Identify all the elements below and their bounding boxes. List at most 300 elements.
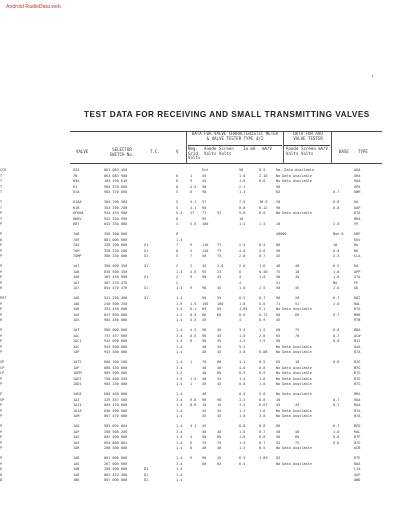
table-cell: 064 083 900 (104, 173, 128, 178)
table-cell: 1.8 (239, 435, 246, 440)
table-cell: T (0, 179, 3, 184)
table-cell: 2.0 (239, 264, 246, 268)
table-cell: 75 (217, 440, 222, 445)
table-cell: 267 000 000 (104, 461, 128, 466)
table-row (0, 446, 400, 451)
site-label: Android RadioData.web (6, 4, 61, 10)
table-cell: P (0, 232, 3, 236)
table-cell: 1AB (73, 467, 80, 472)
table-cell: P (0, 243, 3, 248)
table-cell: 4.8 (259, 248, 266, 253)
table-cell: 3.0 (259, 414, 266, 419)
table-cell: 1.2 (239, 339, 246, 344)
table-cell: P (0, 414, 3, 419)
table-cell: H (0, 286, 3, 291)
table-cell: D (0, 472, 3, 477)
table-cell: B7G (354, 382, 361, 387)
table-cell: 0.8 (333, 205, 340, 210)
table-cell: 80 (276, 424, 281, 428)
table-cell: LLA (354, 254, 361, 259)
table-cell: B7A (354, 307, 361, 312)
table-cell: 6F60A (73, 211, 84, 216)
table-cell: P (0, 339, 3, 344)
table-cell: 45 (217, 382, 222, 387)
table-cell: 6 (190, 440, 193, 445)
table-cell: 51 (276, 280, 281, 285)
table-cell: 1AJ (73, 397, 80, 402)
table-row (0, 313, 400, 318)
table-cell: T (0, 205, 3, 210)
table-cell: 8 (190, 446, 193, 451)
table-cell: No Data Available (276, 344, 312, 349)
table-cell: 1.6 (259, 264, 266, 268)
table-cell: D1 (144, 472, 149, 477)
table-cell: 8.5 (259, 243, 266, 248)
table-cell: 6.5 (239, 461, 246, 466)
table-cell: 10.9 (259, 200, 268, 204)
table-cell: 1AR (73, 446, 80, 451)
table-cell: 60 (217, 312, 222, 317)
table-cell: 0.5 (333, 264, 340, 268)
table-row (0, 200, 400, 205)
table-cell: 90 (276, 435, 281, 440)
table-cell: 40 (202, 446, 207, 451)
table-cell: A7A (354, 275, 361, 280)
table-cell: 9 (190, 456, 193, 460)
table-cell: 1.8 (239, 333, 246, 338)
table-row (0, 249, 400, 254)
table-cell: 904 250 000 (104, 382, 128, 387)
table-cell: 4.1 (190, 205, 197, 210)
table-cell: 6 (190, 190, 193, 195)
table-cell: 6B7 (73, 222, 80, 227)
table-row (0, 403, 400, 408)
table-cell: 1.0 (259, 382, 266, 387)
table-cell: 1.4 (176, 350, 183, 355)
table-cell: 6D6V (73, 216, 82, 221)
table-cell: 2 (190, 264, 193, 268)
table-cell: G1 (144, 296, 149, 300)
table-cell: 70 (295, 333, 300, 338)
table-cell: 2.5 (259, 286, 266, 291)
table-row (0, 377, 400, 382)
table-cell: P (0, 435, 3, 440)
table-cell: 60 (217, 371, 222, 376)
table-cell: 1 (190, 173, 193, 178)
table-cell: 0.7 (333, 333, 340, 338)
table-cell: 9.8 (190, 397, 197, 402)
table-cell: 4.5 (190, 328, 197, 332)
table-cell: 0.9 (259, 318, 266, 323)
table-cell: 1APJ (73, 376, 82, 381)
table-row (0, 334, 400, 339)
table-cell: 001 000 000 (104, 456, 128, 460)
table-cell: AND (354, 478, 361, 483)
table-cell: 905 500 500 (104, 371, 128, 376)
table-cell: 3.4 (239, 328, 246, 332)
table-cell: 1.09 (259, 456, 268, 460)
table-row (0, 217, 400, 222)
table-cell: CCR (0, 168, 7, 172)
table-cell: 2 (176, 280, 179, 285)
table-cell: No Data Available (276, 461, 312, 466)
table-cell: 0.8 (333, 200, 340, 204)
table-cell: AD (354, 286, 359, 291)
table-cell: Non A (333, 232, 344, 236)
header-divider (331, 131, 332, 163)
table-cell: 1.9 (176, 301, 183, 306)
table-cell: 1.5 (259, 328, 266, 332)
table-cell: 10 (276, 397, 281, 402)
table-cell: 1AJA (73, 408, 82, 413)
table-cell: 1.0 (259, 376, 266, 381)
table-cell: 45 (276, 403, 281, 408)
table-cell: UAP (354, 205, 361, 210)
table-cell: 4 (239, 318, 242, 323)
table-cell: 20 (295, 296, 300, 300)
table-cell: 8.6 (259, 179, 266, 184)
table-cell: 77 (202, 211, 207, 216)
table-cell: 45 (202, 424, 207, 428)
table-row (0, 281, 400, 286)
table-cell: RA (354, 264, 359, 268)
table-cell: 2.0 (217, 264, 224, 268)
table-cell: 0.8 (333, 328, 340, 332)
table-cell: P (0, 269, 3, 274)
table-cell: 8 (176, 232, 179, 236)
table-cell: 8.5 (190, 312, 197, 317)
table-cell: 002 500 000 (104, 435, 128, 440)
table-row (0, 243, 400, 248)
table-cell: 1APM (73, 371, 82, 376)
table-cell: P (0, 403, 3, 408)
table-cell: 1.4 (239, 222, 246, 227)
table-cell: 90 (202, 205, 207, 210)
table-cell: 1.2 (176, 371, 183, 376)
table-cell: 1A7 (73, 280, 80, 285)
table-cell: 1.4 (176, 424, 183, 428)
table-cell: 90 (217, 397, 222, 402)
table-cell: 33 (217, 376, 222, 381)
table-cell: 5.3 (176, 211, 183, 216)
table-cell: 61AA (73, 200, 82, 204)
table-cell: No (333, 280, 338, 285)
table-row (0, 174, 400, 179)
table-cell: T (0, 184, 3, 189)
table-row (0, 286, 400, 291)
table-cell: 1.4 (176, 456, 183, 460)
table-cell: 6 (176, 248, 179, 253)
header-type: TYPE (358, 149, 368, 154)
table-cell: 0.67 (259, 403, 268, 408)
table-cell: 1.5 (333, 222, 340, 227)
table-row (0, 328, 400, 333)
table-cell: 1AS (73, 461, 80, 466)
table-cell: 1.4 (176, 307, 183, 312)
table-cell: B7P (354, 435, 361, 440)
table-cell: 90 (202, 286, 207, 291)
table-cell: 8.1 (190, 307, 197, 312)
table-cell: 1AP (73, 350, 80, 355)
table-row (0, 296, 400, 301)
table-cell: UWH (354, 190, 361, 195)
table-cell: 0.50 (259, 269, 268, 274)
table-cell: ACW (354, 333, 361, 338)
table-cell: 7A9 (73, 237, 80, 242)
table-cell: 1 (190, 360, 193, 364)
table-row (0, 339, 400, 344)
table-cell: B7G (354, 365, 361, 370)
table-cell: 350 200 000 (104, 243, 128, 248)
table-row (0, 232, 400, 237)
table-cell: RA (354, 248, 359, 253)
header-selector: SELECTOR SWITCH No. (109, 147, 135, 157)
table-cell: 0.7 (333, 312, 340, 317)
table-cell: 60 (276, 328, 281, 332)
table-cell: 5.5 (239, 344, 246, 349)
table-cell: UPA (354, 184, 361, 189)
table-cell: 9 (190, 243, 193, 248)
table-cell: 054 470 470 (104, 286, 128, 291)
table-cell: P (0, 424, 3, 428)
table-cell: 95 (202, 269, 207, 274)
table-cell: No Data Available (276, 392, 312, 396)
table-cell: 45 (217, 333, 222, 338)
table-cell: 45 (202, 382, 207, 387)
table-cell: 9 (190, 286, 193, 291)
table-cell: 90 (202, 275, 207, 280)
header-group2: DATA FOR AVO VALVE TESTER (293, 131, 323, 141)
table-cell: 6 (176, 184, 179, 189)
table-cell: 2 (176, 275, 179, 280)
table-cell: 1.4 (176, 237, 183, 242)
table-cell: 1.0 (239, 173, 246, 178)
table-cell: 0.5 (259, 446, 266, 451)
table-cell: 45 (202, 318, 207, 323)
table-cell: CP (0, 371, 5, 376)
table-cell: 5 (176, 200, 179, 204)
table-cell: 5 (190, 248, 193, 253)
table-cell: 0.6 (333, 440, 340, 445)
table-cell: 2.3 (333, 254, 340, 259)
header-screen: Screen Volts (219, 146, 234, 156)
table-cell: 1.4 (176, 440, 183, 445)
table-cell: 6Z4 (73, 168, 80, 172)
table-cell: Ra. Data Available (276, 168, 314, 172)
table-cell: 95 (202, 216, 207, 221)
table-cell: 40 (217, 429, 222, 434)
table-cell: 1.4 (176, 446, 183, 451)
header-divider (186, 131, 187, 163)
table-cell: No Data Available (276, 382, 312, 387)
table-cell: 7AM (73, 248, 80, 253)
table-cell: 208 500 000 (104, 446, 128, 451)
table-cell: 1.4 (176, 472, 183, 477)
table-cell: 5.6 (239, 211, 246, 216)
table-cell: 905 094 004 (104, 424, 128, 428)
table-cell: No Data Available (276, 371, 312, 376)
table-cell: 5.1 (259, 307, 266, 312)
table-row (0, 318, 400, 323)
table-cell: 350 400 350 (104, 264, 128, 268)
table-cell: P (0, 429, 3, 434)
table-cell: 0.8 (333, 339, 340, 344)
table-cell: 943 500 000 (104, 350, 128, 355)
table-cell: 2.0 (259, 333, 266, 338)
table-cell: 1AS (73, 312, 80, 317)
table-cell: 1AD1 (73, 382, 82, 387)
table-cell: 1.2 (239, 408, 246, 413)
table-cell: B7A (354, 408, 361, 413)
table-cell: 304 700 984 (104, 200, 128, 204)
table-cell: 1.4 (176, 286, 183, 291)
table-cell: 40000 (276, 232, 287, 236)
table-cell: 3.8 (239, 350, 246, 355)
table-cell: 40 (295, 264, 300, 268)
table-cell: 6 (176, 179, 179, 184)
table-cell: KB2 (354, 296, 361, 300)
table-cell: 0.08 (259, 350, 268, 355)
table-cell: 40 (202, 365, 207, 370)
table-cell: G1 (144, 243, 149, 248)
table-row (0, 238, 400, 243)
table-cell: 60 (276, 312, 281, 317)
table-cell: P (0, 440, 3, 445)
table-cell: 7AMP (73, 254, 82, 259)
table-row (0, 350, 400, 355)
table-cell: 541 250 400 (104, 296, 128, 300)
table-row (0, 307, 400, 312)
table-cell: 45 (217, 408, 222, 413)
table-row (0, 392, 400, 397)
table-row (0, 254, 400, 259)
table-cell: 9 (190, 179, 193, 184)
table-cell: 90 (202, 435, 207, 440)
table-cell: 350 130 200 (104, 248, 128, 253)
table-cell: 1.8 (239, 301, 246, 306)
table-cell: 0.5 (239, 392, 246, 396)
table-row (0, 264, 400, 269)
table-cell: 000 100 200 (104, 360, 128, 364)
table-cell: 8.8 (239, 424, 246, 428)
table-cell: ASP (354, 472, 361, 477)
table-cell: 1.0 (239, 286, 246, 291)
table-cell: B7G (354, 376, 361, 381)
table-cell: 40 (202, 371, 207, 376)
table-cell: 0.8 (239, 382, 246, 387)
table-cell: 0.6 (239, 312, 246, 317)
table-cell: B7A (354, 350, 361, 355)
table-cell: 90 (276, 184, 281, 189)
table-cell: ASA (354, 344, 361, 349)
table-cell: 1AP (73, 365, 80, 370)
table-cell: 0.8 (239, 205, 246, 210)
table-cell: 1.4 (176, 403, 183, 408)
table-cell: 1AD (73, 296, 80, 300)
table-cell: 0.7 (259, 429, 266, 434)
table-cell: 1A6 (73, 275, 80, 280)
table-row (0, 360, 400, 365)
table-cell: 055 800 004 (104, 440, 128, 445)
table-cell: BAA (354, 461, 361, 466)
table-cell: P (0, 350, 3, 355)
table-cell: 4 (190, 435, 193, 440)
table-cell: 7.5 (239, 200, 246, 204)
table-cell: P (0, 275, 3, 280)
table-cell: UHA (354, 173, 361, 178)
table-cell: 45 (217, 275, 222, 280)
table-cell: 09A (73, 179, 80, 184)
table-cell: UDP (354, 232, 361, 236)
table-cell: 1A9 (73, 440, 80, 445)
table-cell: BJG (354, 360, 361, 364)
table-cell: 1.5 (190, 376, 197, 381)
table-cell: 1AC1 (73, 339, 82, 344)
table-cell: 92 (217, 211, 222, 216)
table-cell: 100 (217, 301, 224, 306)
table-cell: 40 (202, 392, 207, 396)
table-cell: 40 (217, 365, 222, 370)
table-cell: 1.4 (176, 344, 183, 349)
table-cell: 40 (202, 429, 207, 434)
table-cell: T (0, 216, 3, 221)
table-cell: No Data Available (276, 376, 312, 381)
table-row (0, 366, 400, 371)
table-cell: No Data Available (276, 408, 312, 413)
table-cell: P (0, 307, 3, 312)
table-cell: 0.8 (259, 397, 266, 402)
table-cell: 1.4 (176, 429, 183, 434)
table-row (0, 462, 400, 467)
table-cell: 5.5 (190, 222, 197, 227)
header-ia: Ia mA (243, 146, 256, 151)
table-cell: 747 457 000 (104, 333, 128, 338)
table-cell: 942 350 990 (104, 216, 128, 221)
page-title: TEST DATA FOR RECEIVING AND SMALL TRANSMITTING VALVES (84, 110, 370, 119)
table-cell: BDA (354, 328, 361, 332)
table-cell: 1AD (73, 301, 80, 306)
table-cell: 1.0 (333, 301, 340, 306)
table-cell: 0.8 (259, 365, 266, 370)
table-cell: RTE (354, 456, 361, 460)
table-row (0, 441, 400, 446)
table-cell: D (0, 467, 3, 472)
table-cell: 73 (217, 248, 222, 253)
table-cell: T (0, 190, 3, 195)
table-cell: 71 (276, 301, 281, 306)
table-row (0, 478, 400, 483)
table-cell: P (0, 392, 3, 396)
table-cell: 8.8 (190, 403, 197, 408)
table-cell: 1AH4 (73, 392, 82, 396)
table-cell: 4.1 (190, 424, 197, 428)
table-cell: 10 (276, 222, 281, 227)
table-cell: B7G (354, 440, 361, 445)
table-cell: 1.4 (239, 376, 246, 381)
table-cell: 1.5 (190, 301, 197, 306)
table-cell: G1 (144, 254, 149, 259)
table-cell: 2.1 (239, 184, 246, 189)
table-cell: ACB (354, 446, 361, 451)
table-cell: 1A7 (73, 286, 80, 291)
header-group1: DATA FOR VALVE CHARACTERISTIC METER & VALVE TESTER TYPE 4/2 (191, 131, 279, 141)
table-cell: 5.0 (259, 301, 266, 306)
table-cell: BAA (354, 403, 361, 408)
table-cell: 1AD (73, 456, 80, 460)
table-cell: 45 (217, 344, 222, 349)
table-cell: 354 290 700 (104, 205, 128, 210)
table-cell: 2.0 (239, 254, 246, 259)
